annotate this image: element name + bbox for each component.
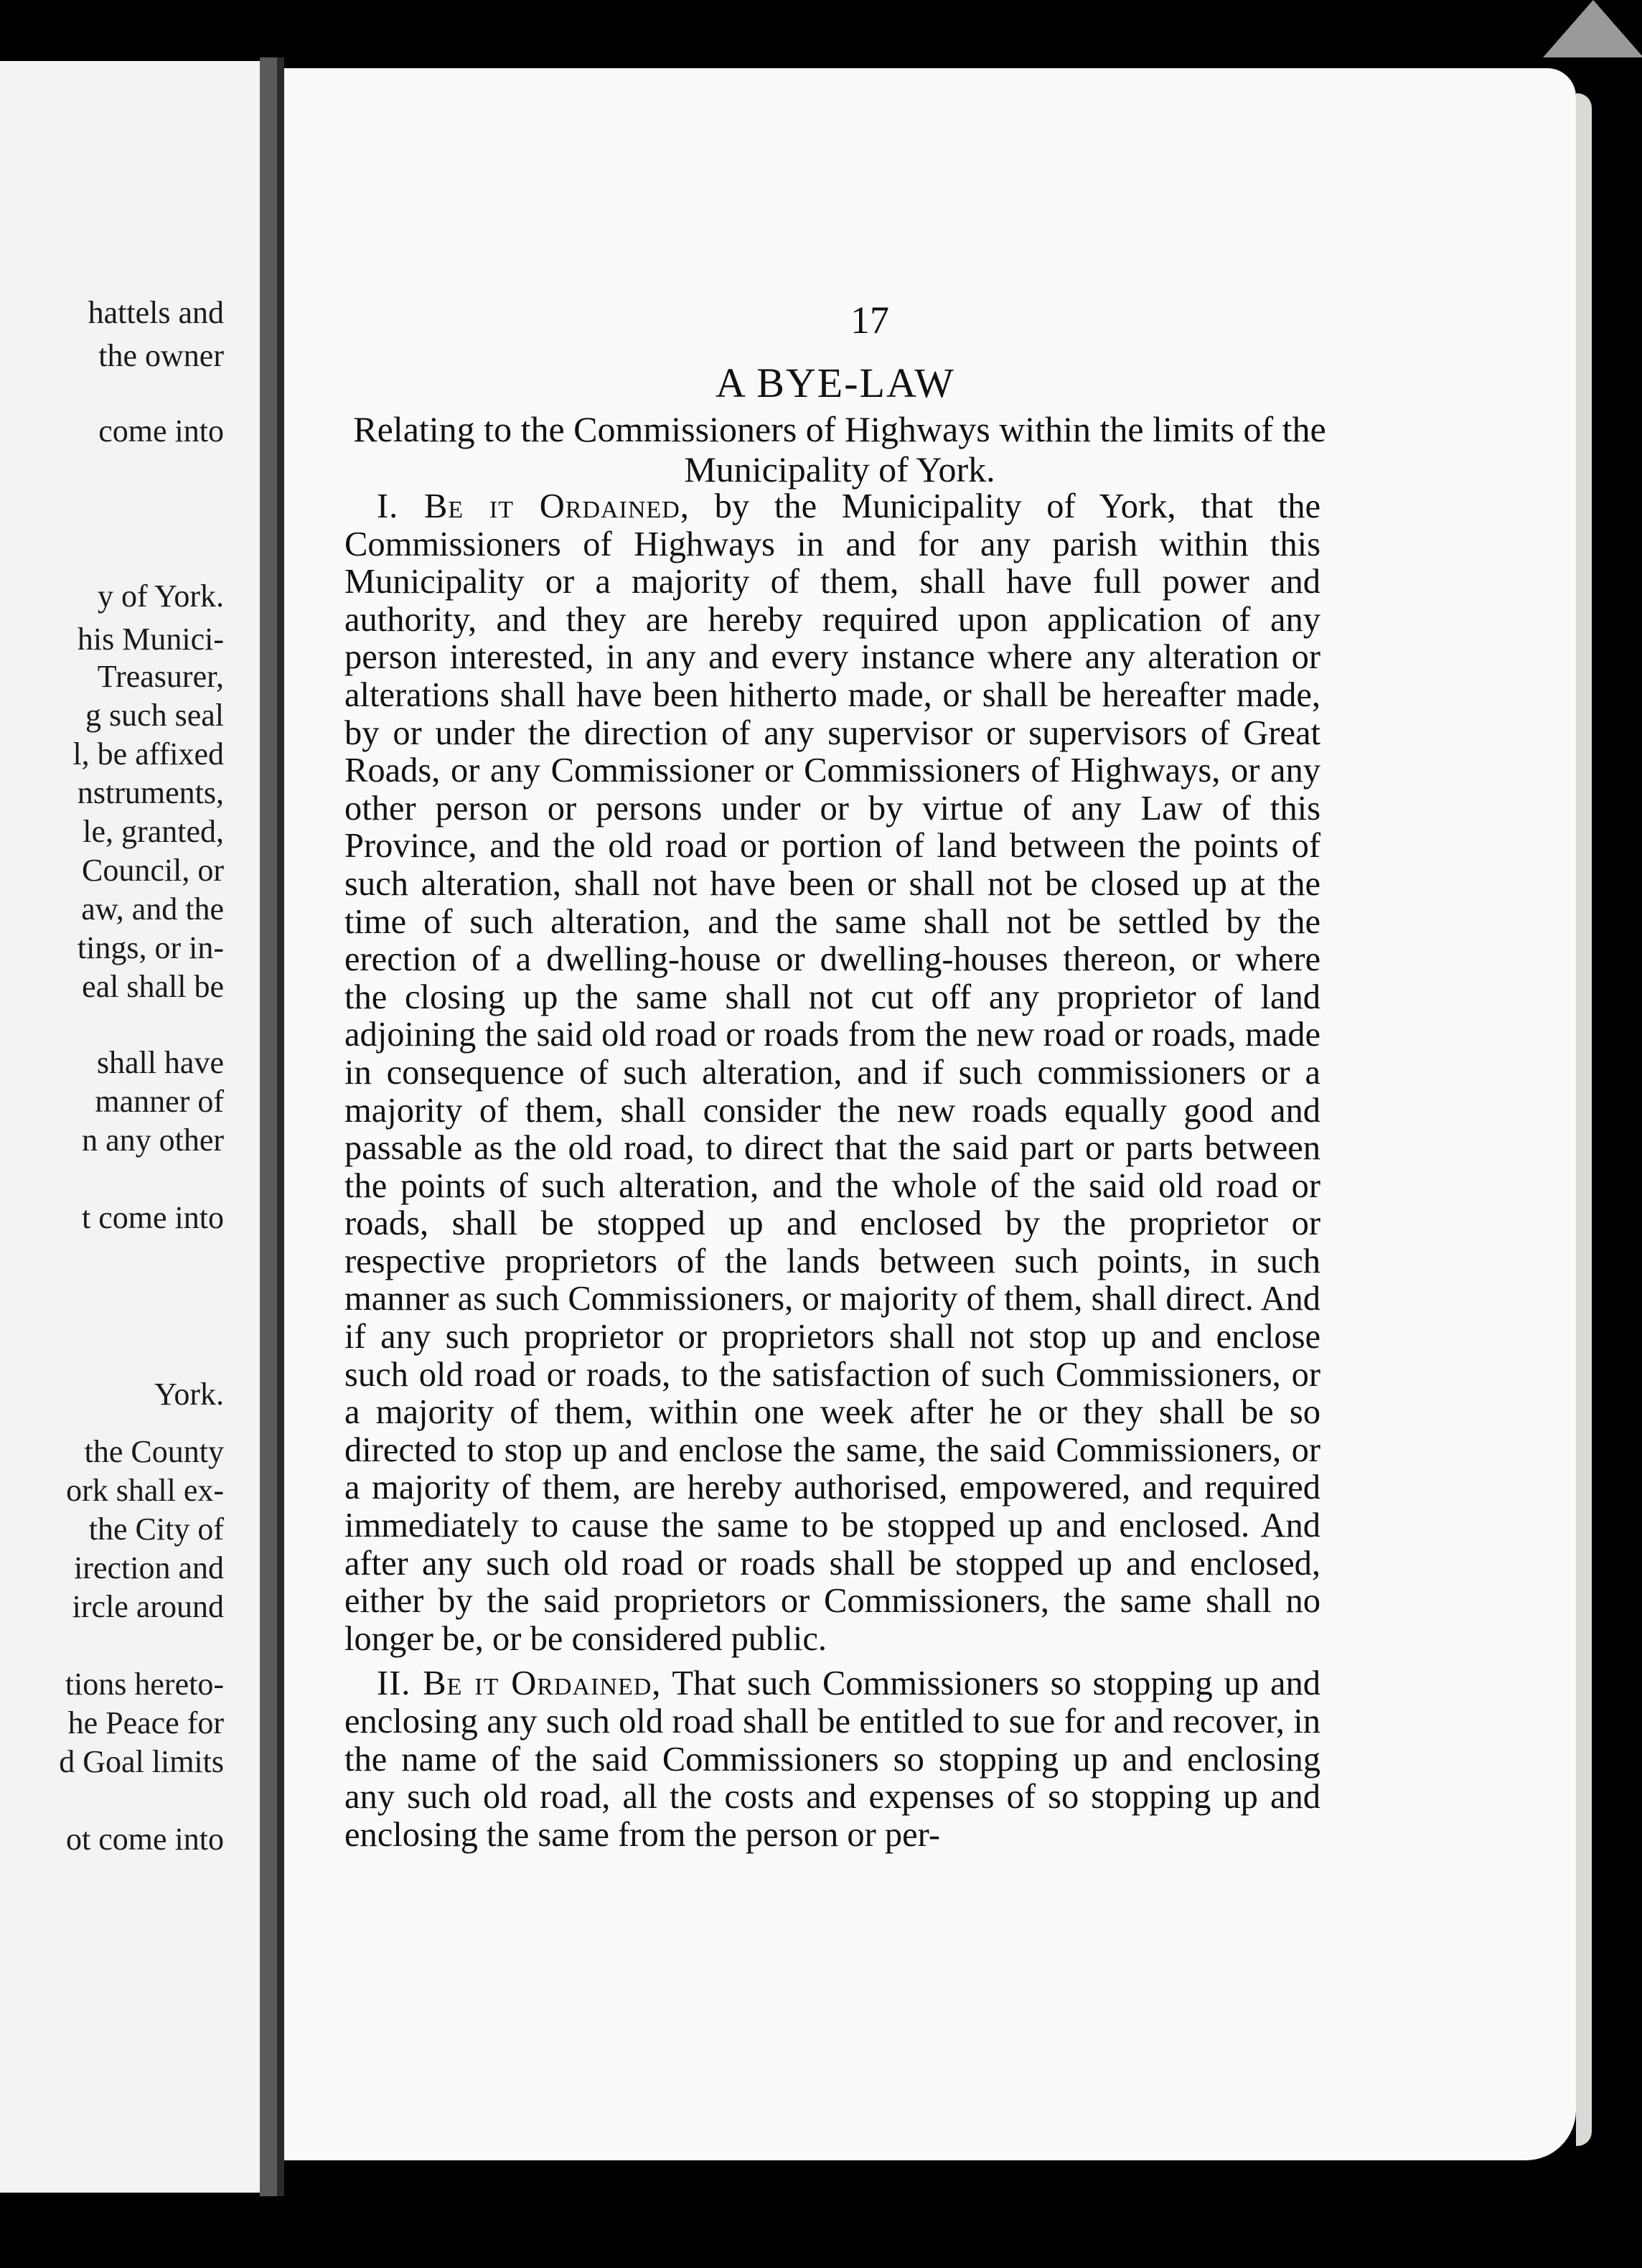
left-page-line: le, granted, xyxy=(83,814,224,849)
left-page-line: t come into xyxy=(82,1200,224,1235)
left-page-line: ork shall ex- xyxy=(66,1473,224,1508)
left-page-line: y of York. xyxy=(97,578,224,614)
left-page-line: g such seal xyxy=(85,698,224,733)
left-page-line: his Munici- xyxy=(77,622,224,657)
document-title: A BYE-LAW xyxy=(716,360,955,406)
page-number: 17 xyxy=(850,299,889,342)
left-page-line: aw, and the xyxy=(81,891,224,927)
left-page-line: tions hereto- xyxy=(65,1667,224,1702)
section-2-text: That such Commissioners so stopping up and enclosing any such old road shall be entitled to sue for and recover, in the name of the said Commissioners so stopping up and enclosing any such old road, all the costs and expenses of so stopping up and enclosing the same from the person or per- xyxy=(344,1664,1320,1854)
section-1-text: by the Municipality of York, that the Commissioners of Highways in and for any parish within this Municipality or a majority of them, shall have full power and authority, and they are hereby required upon application of any person interested, in any and every instance where any alteration or alterations shall have been hitherto made, or shall be hereafter made, by or under the direction of any supervisor or supervisors of Great Roads, or any Commissioner or Commissioners of Highways, or any other person or persons under or by virtue of any Law of this Province, and the old road or portion of land between the points of such alteration, shall not have been or shall not be closed up at the time of such alteration, and the same shall not be settled by the erection of a dwelling-house or dwelling-houses thereon, or where the closing up the same shall not cut off any proprietor of land adjoining the said old road or roads from the new road or roads, made in consequence of such alteration, and if such commissioners or a majority of them, shall consider the new roads equally good and passable as the old road, to direct that the said part or parts between the points of such alteration, and the whole of the said old road or roads, shall be stopped up and enclosed by the proprietor or respective proprietors of the lands between such points, in such manner as such Commissioners, or majority of them, shall direct. And if any such proprietor or proprietors shall not stop up and enclose such old road or roads, to the satisfaction of such Commissioners, or a majority of them, within one week after he or they shall be so directed to stop up and enclose the same, the said Commissioners, or a majority of them, are hereby authorised, empowered, and required immediately to cause the same to be stopped up and enclosed. And after any such old road or roads shall be stopped up and enclosed, either by the said proprietors or Commissioners, the same shall no longer be, or be considered public. xyxy=(344,487,1321,1658)
left-page-line: come into xyxy=(98,413,224,449)
left-page-line: nstruments, xyxy=(77,775,224,810)
left-page-line: tings, or in- xyxy=(77,930,224,965)
left-page-line: the owner xyxy=(98,338,224,373)
left-page-line: n any other xyxy=(82,1123,224,1158)
document-body xyxy=(344,488,1320,1854)
section-1 xyxy=(344,488,1320,1658)
document-subtitle: Relating to the Commissioners of Highways within the limits of the Municipality of York. xyxy=(353,409,1326,489)
left-page-line: irection and xyxy=(74,1550,224,1585)
scan-corner-mark xyxy=(1543,0,1642,57)
left-page-line: ircle around xyxy=(72,1589,224,1624)
section-2-lead: II. Be it Ordained, xyxy=(377,1664,662,1703)
left-page-line: Treasurer, xyxy=(97,659,224,694)
left-page-line: l, be affixed xyxy=(72,736,224,772)
left-page-line: shall have xyxy=(96,1045,224,1080)
left-page-line: he Peace for xyxy=(67,1705,224,1740)
left-page-line: hattels and xyxy=(88,295,224,330)
left-page-line: manner of xyxy=(95,1084,224,1119)
section-1-lead: I. Be it Ordained, xyxy=(377,487,690,525)
left-page-line: Council, or xyxy=(82,853,224,888)
left-page-line: eal shall be xyxy=(82,969,224,1004)
left-page-line: ot come into xyxy=(66,1822,224,1857)
left-page-line: the County xyxy=(84,1434,224,1469)
section-2 xyxy=(344,1665,1320,1854)
left-page-line: the City of xyxy=(88,1512,224,1547)
left-page-line: York. xyxy=(154,1377,224,1412)
left-page-line: d Goal limits xyxy=(59,1744,224,1779)
